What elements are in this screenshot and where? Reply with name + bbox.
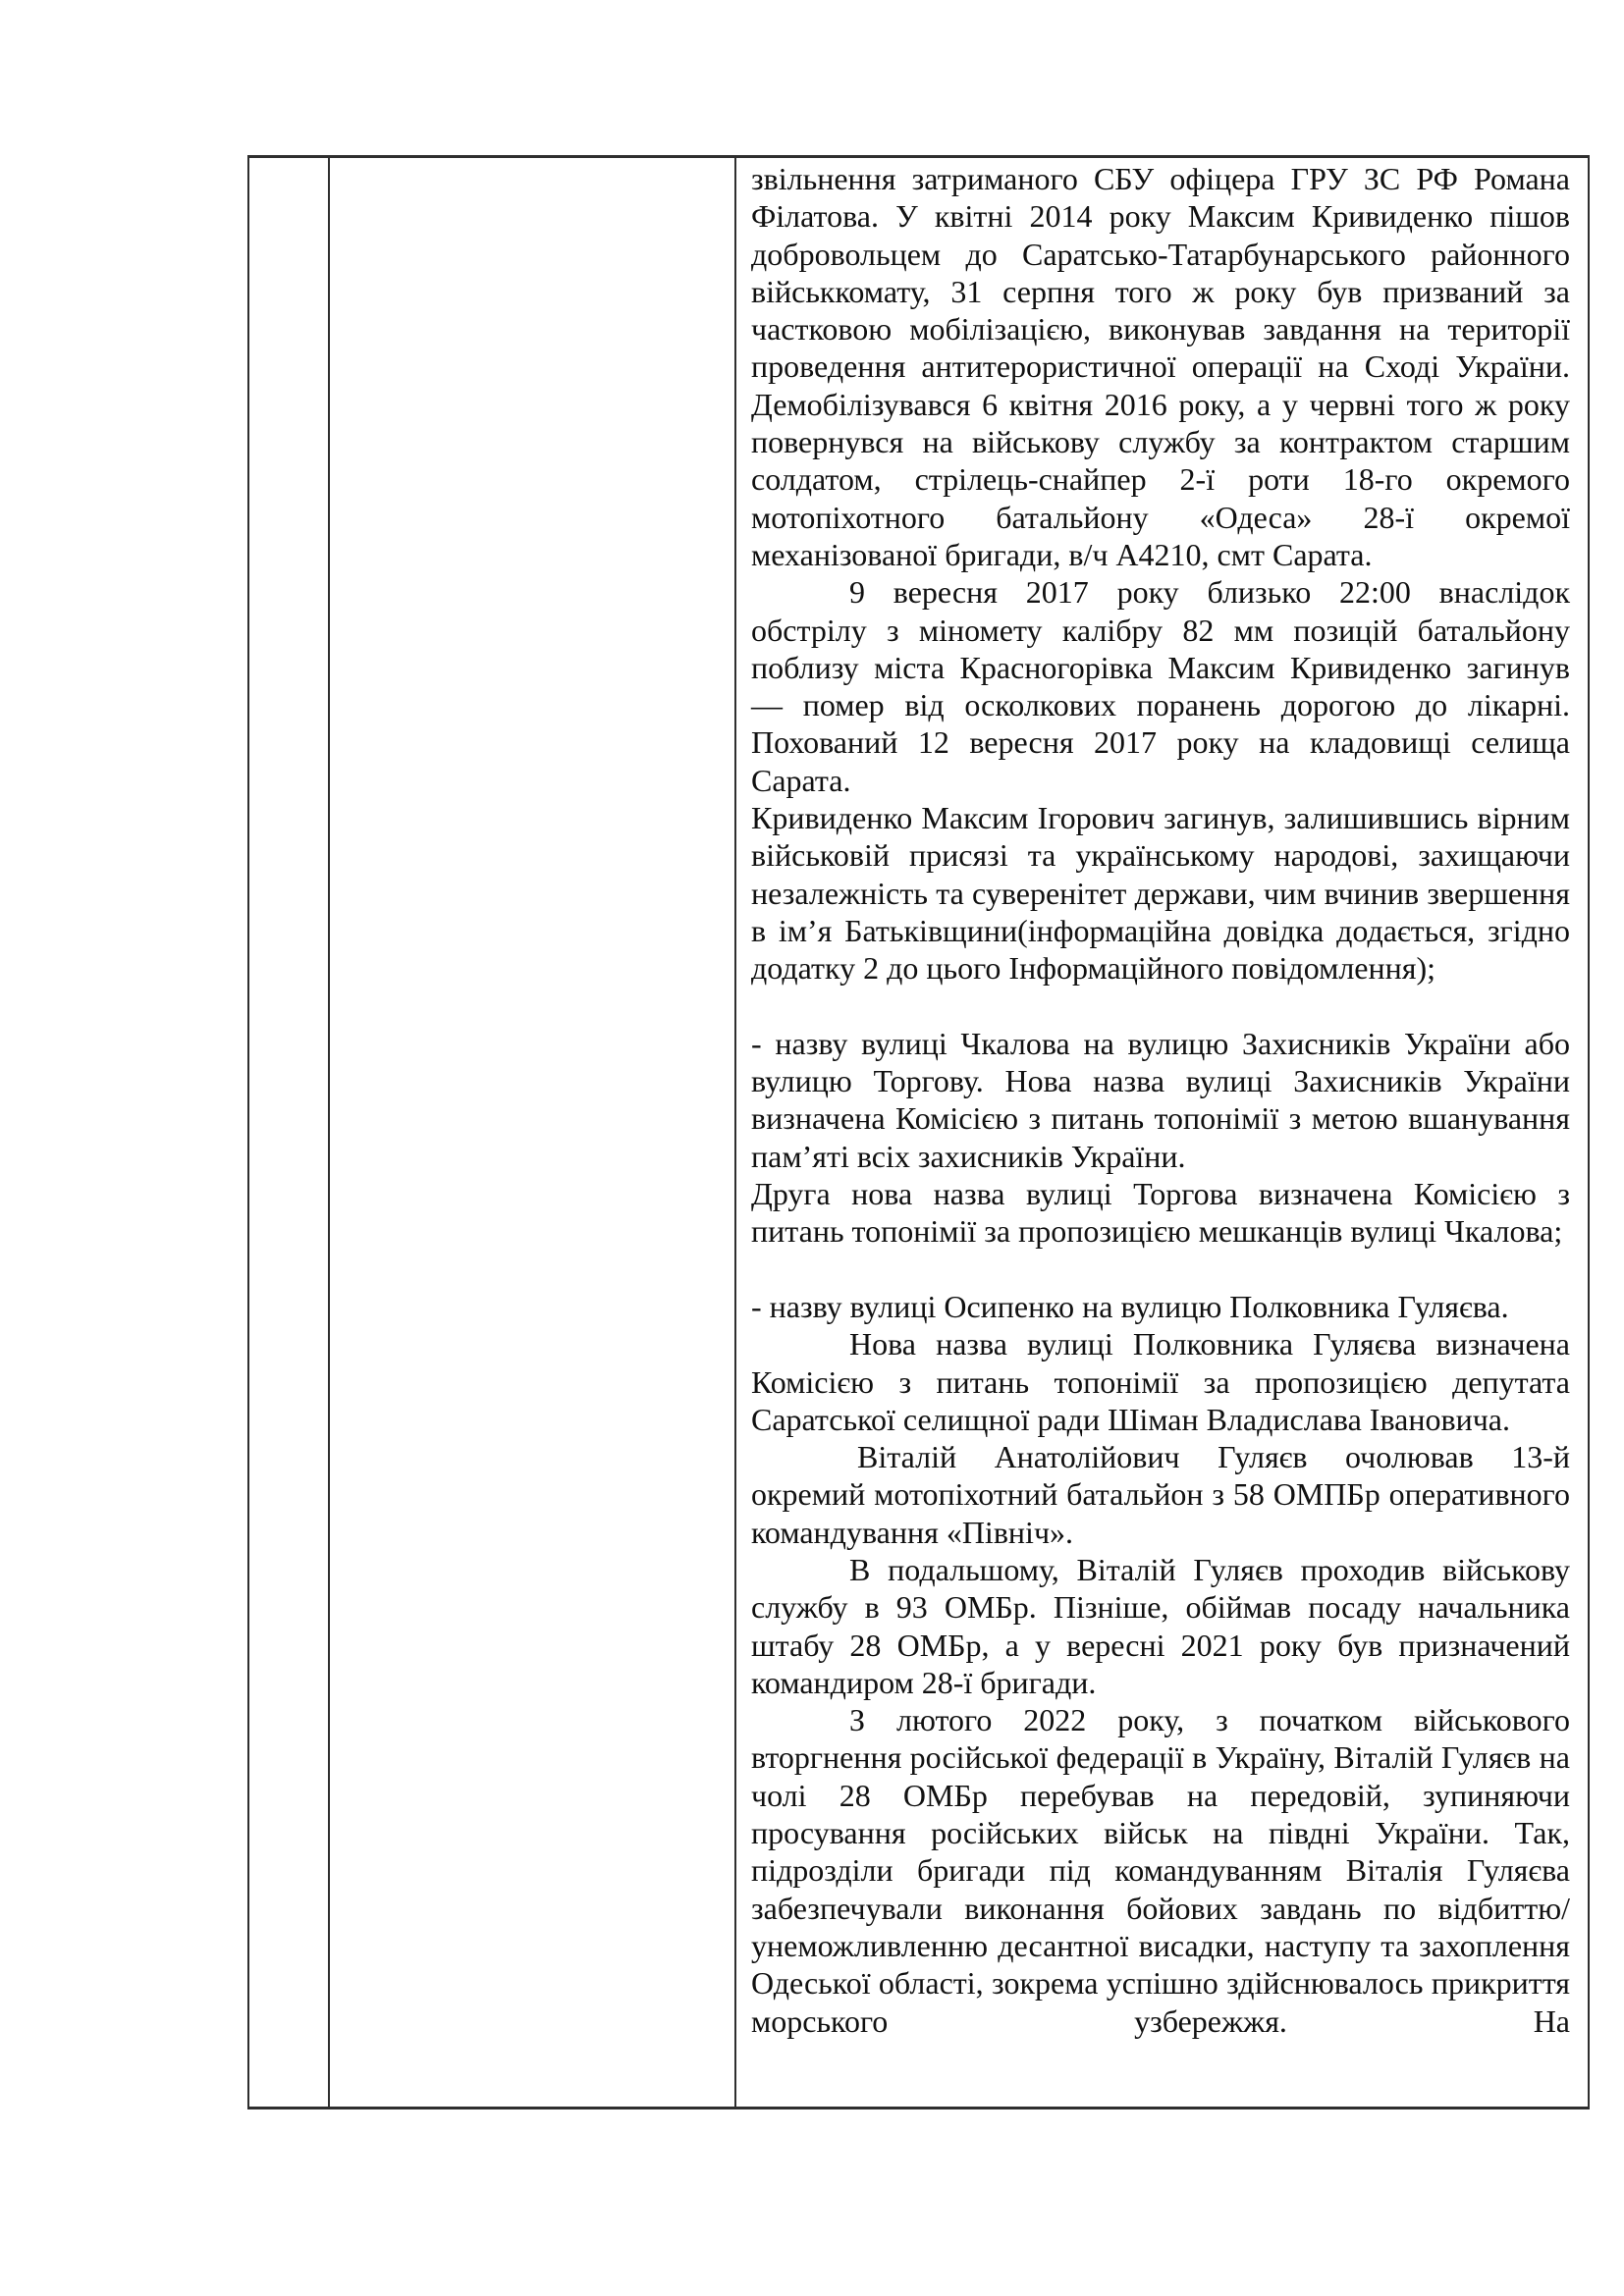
paragraph-osypenko-rename: - назву вулиці Осипенко на вулицю Полковника Гуляєва. [751,1288,1509,1324]
description-text [736,158,1588,2040]
paragraph-huliaiev-battalion: Віталій Анатолійович Гуляєв очолював 13-й окремий мотопіхотний батальйон з 58 ОМПБр оперативного командування «Північ». [751,1439,1570,1550]
blank-line [751,988,1570,1025]
paragraph-huliaiev-name-origin: Нова назва вулиці Полковника Гуляєва визначена Комісією з питань топонімії за пропозицією депутата Саратської селищної ради Шіман Владислава Івановича. [751,1326,1570,1437]
description-cell [735,157,1589,2109]
paragraph-kryvydenko-honor: Кривиденко Максим Ігорович загинув, залишившись вірним військовій присязі та українському народові, захищаючи незалежність та суверенітет держави, чим вчинив звершення в ім’я Батьківщини(інформаційна довідка додається, згідно додатку 2 до цього Інформаційного повідомлення); [751,800,1570,987]
paragraph-kryvydenko-service: звільнення затриманого СБУ офіцера ГРУ ЗС РФ Романа Філатова. У квітні 2014 року Максим Кривиденко пішов добровольцем до Саратсько-Татарбунарського районного військкомату, 31 серпня того ж року був призваний за частковою мобілізацією, виконував завдання на території проведення антитерористичної операції на Сході України. Демобілізувався 6 квітня 2016 року, а у червні того ж року повернувся на військову службу за контрактом старшим солдатом, стрілець-снайпер 2-ї роти 18-го окремого мотопіхотного батальйону «Одеса» 28-ї окремої механізованої бригади, в/ч А4210, смт Сарата. [751,161,1570,572]
paragraph-kryvydenko-death: 9 вересня 2017 року близько 22:00 внаслідок обстрілу з міномету калібру 82 мм позицій батальйону поблизу міста Красногорівка Максим Кривиденко загинув — помер від осколкових поранень дорогою до лікарні. Похований 12 вересня 2017 року на кладовищі селища Сарата. [751,574,1570,798]
blank-line [751,1251,1570,1288]
paragraph-huliaiev-war: З лютого 2022 року, з початком військового вторгнення російської федерації в Україну, Віталій Гуляєв на чолі 28 ОМБр перебував на передовій, зупиняючи просування російських військ на півдні України. Так, підрозділи бригади під командуванням Віталія Гуляєва забезпечували виконання бойових завдань по відбиттю/унеможливленню десантної висадки, наступу та захоплення Одеської області, зокрема успішно здійснювалось прикриття морського узбережжя. На [751,1702,1570,2039]
paragraph-chkalova-rename: - назву вулиці Чкалова на вулицю Захисників України або вулицю Торгову. Нова назва вулиці Захисників України визначена Комісією з питань топонімії з метою вшанування пам’яті всіх захисників України. [751,1025,1570,1174]
number-cell [248,157,329,2109]
document-table [247,155,1590,2109]
paragraph-torhova-name: Друга нова назва вулиці Торгова визначена Комісією з питань топонімії за пропозицією мешканців вулиці Чкалова; [751,1176,1570,1250]
subject-cell [329,157,735,2109]
paragraph-huliaiev-career: В подальшому, Віталій Гуляєв проходив військову службу в 93 ОМБр. Пізніше, обіймав посаду начальника штабу 28 ОМБр, а у вересні 2021 року був призначений командиром 28-ї бригади. [751,1551,1570,1700]
table-row [248,157,1589,2109]
